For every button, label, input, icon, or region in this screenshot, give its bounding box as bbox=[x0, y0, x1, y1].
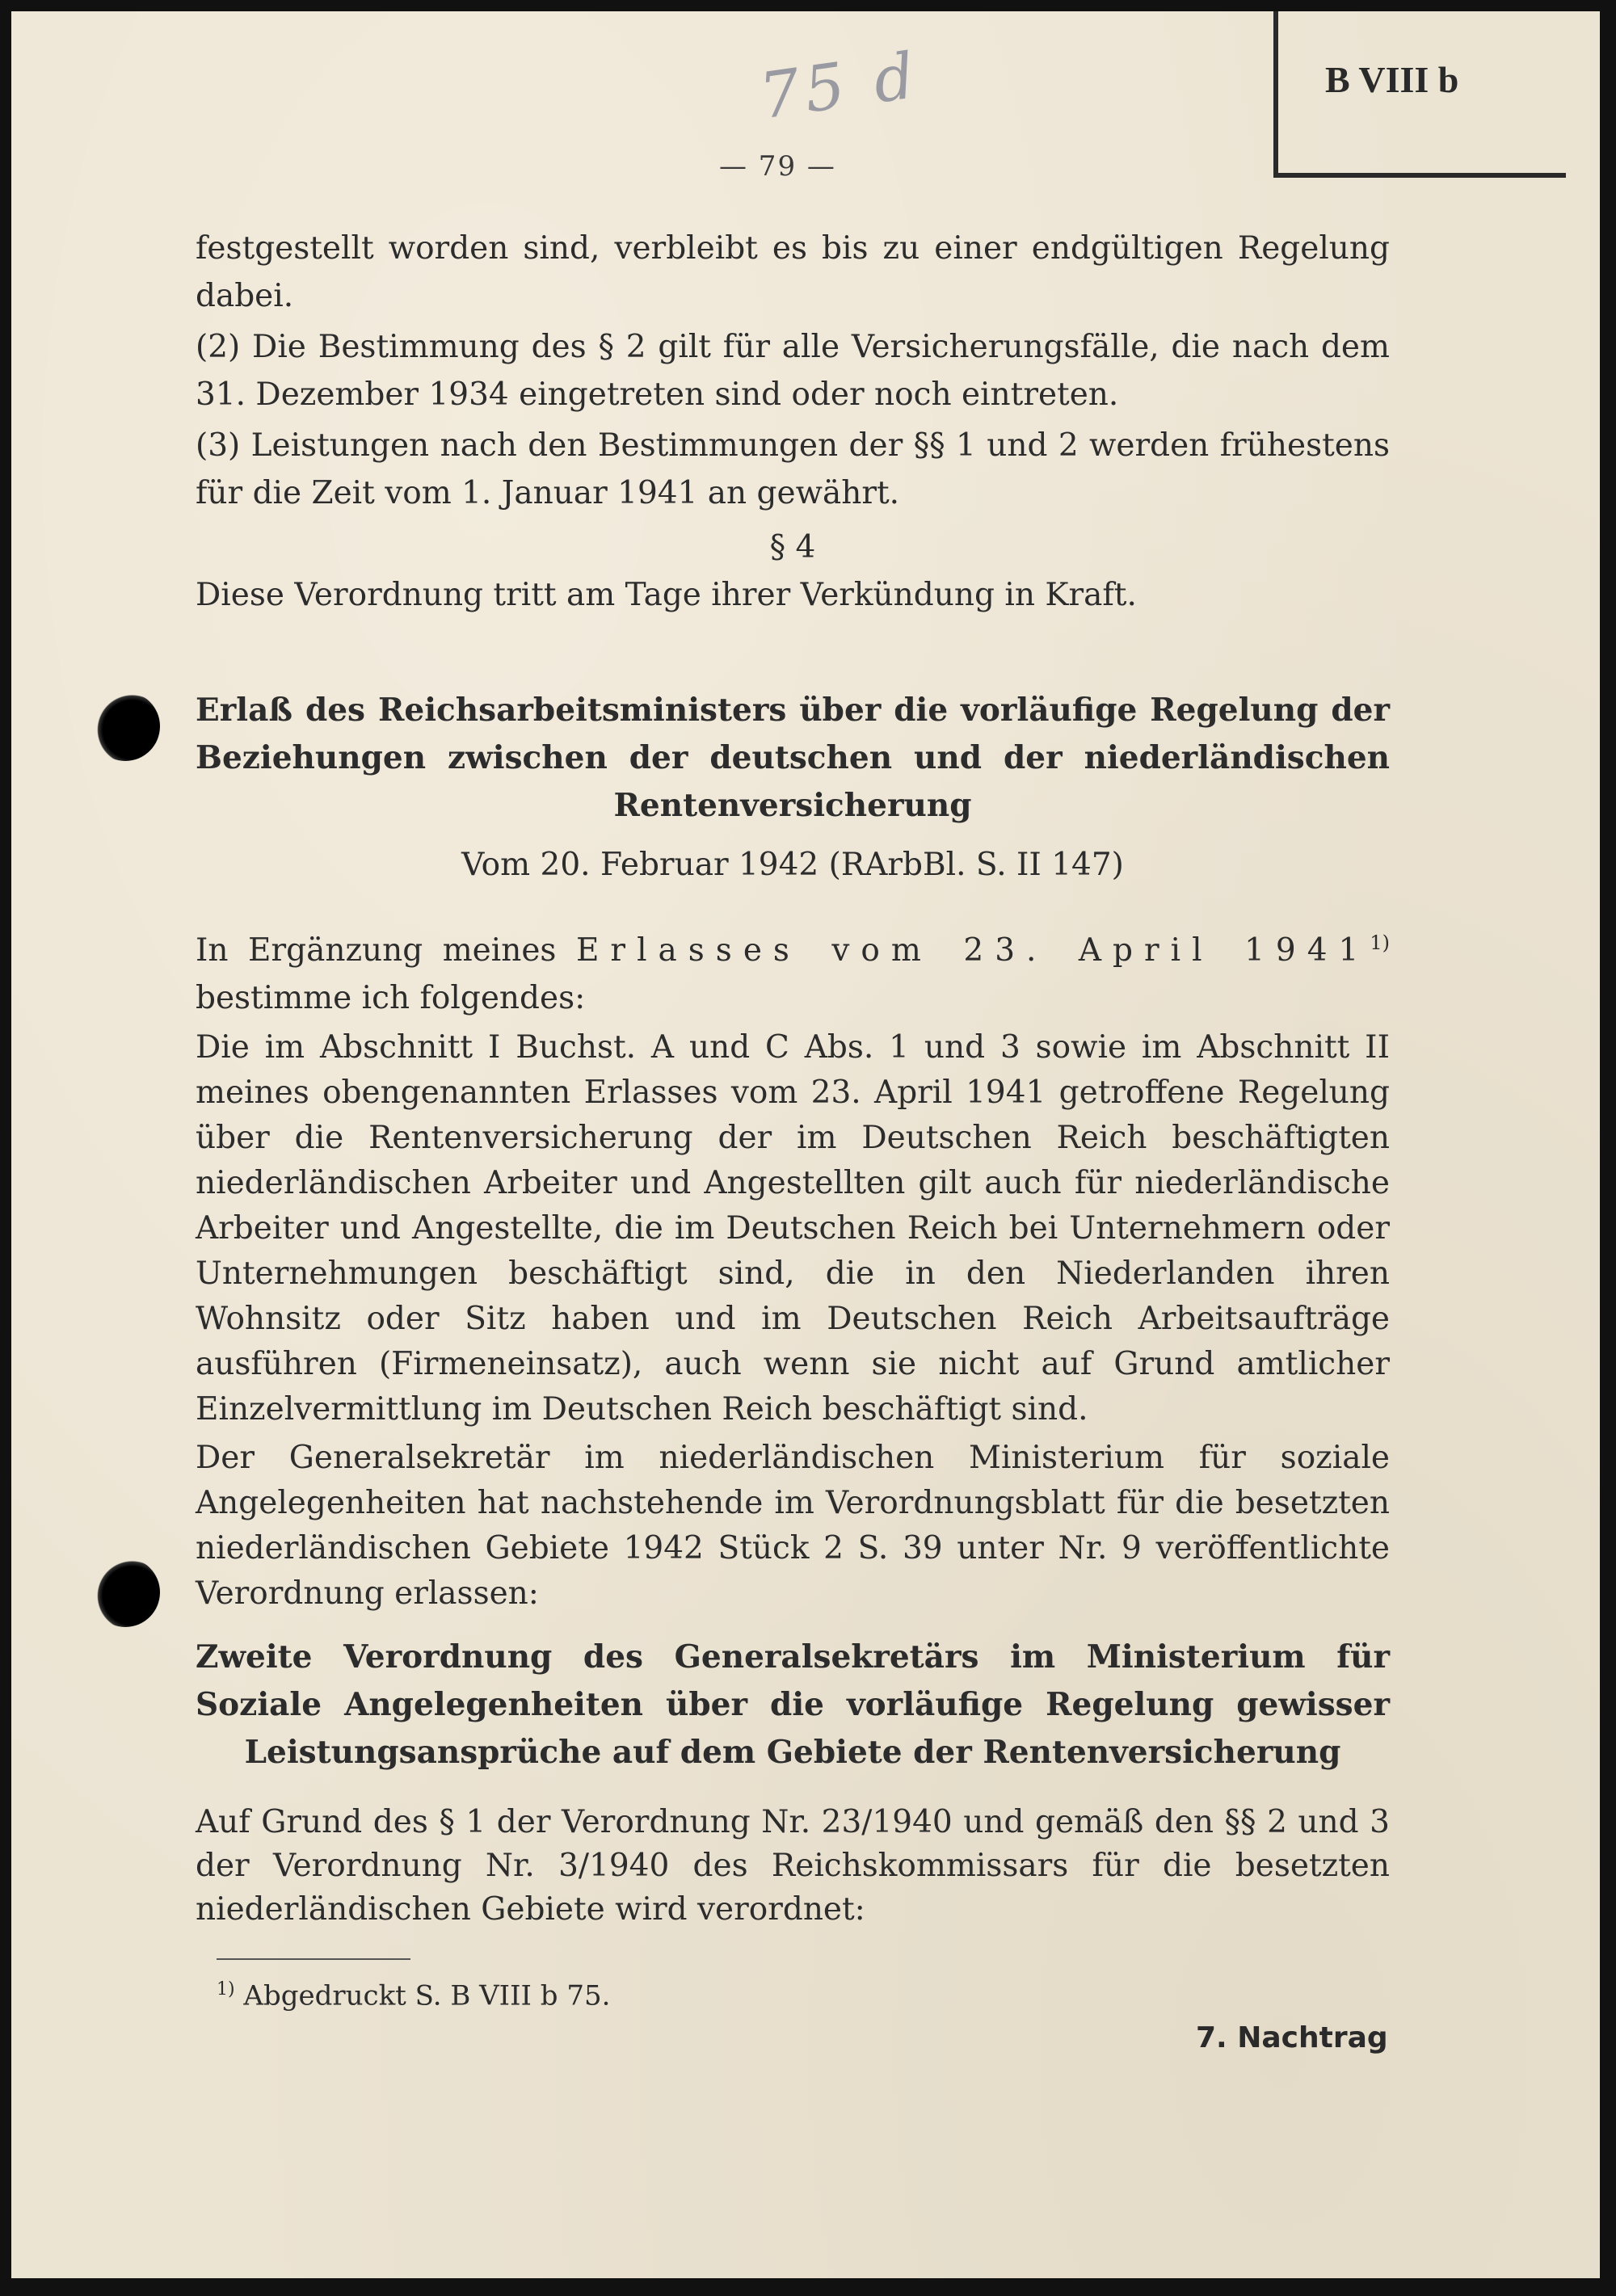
handwritten-note: 75 d bbox=[755, 39, 924, 134]
footnote-ref: 1) bbox=[1370, 931, 1390, 954]
section-1 bbox=[196, 225, 1390, 619]
ordinance-title: Zweite Verordnung des Generalsekretärs im Ministerium für Soziale Angelegenheiten über die vorläufige Regelung gewisser Leistungsansprüche auf dem Gebiete der Rentenversicherung bbox=[196, 1638, 1390, 1771]
decree-body-1: Die im Abschnitt I Buchst. A und C Abs. 1 und 3 sowie im Abschnitt II meines obengenannten Erlasses vom 23. April 1941 getroffene Regelung über die Rentenversicherung der im Deutschen Reich beschäftigten niederländischen Arbeiter und Angestellten gilt auch für niederländische Arbeiter und Angestellte, die im Deutschen Reich bei Unternehmern oder Unternehmungen beschäftigt sind, die in den Niederlanden ihren Wohnsitz oder Sitz haben und im Deutschen Reich Arbeitsaufträge ausführen (Firmeneinsatz), auch wenn sie nicht auf Grund amtlicher Einzelvermittlung im Deutschen Reich beschäftigt sind. bbox=[196, 1029, 1390, 1428]
footnote-marker: 1) bbox=[217, 1979, 235, 2000]
punch-hole-bottom bbox=[90, 1558, 160, 1627]
paragraph-continuation: festgestellt worden sind, verbleibt es bis zu einer endgültigen Regelung dabei. bbox=[196, 230, 1390, 314]
footnote bbox=[217, 1979, 610, 2012]
intro-spaced: Erlasses vom 23. April 1941 bbox=[575, 932, 1370, 969]
decree-intro bbox=[196, 919, 1390, 1022]
section-2 bbox=[196, 687, 1390, 1617]
paragraph-2: (2) Die Bestimmung des § 2 gilt für alle Versicherungsfälle, die nach dem 31. Dezember 1934 eingetreten sind oder noch eintreten. bbox=[196, 329, 1390, 413]
decree-body-2: Der Generalsekretär im niederländischen Ministerium für soziale Angelegenheiten hat nachstehende im Verordnungsblatt für die besetzten niederländischen Gebiete 1942 Stück 2 S. 39 unter Nr. 9 veröffentlichte Verordnung erlassen: bbox=[196, 1440, 1390, 1612]
intro-after: bestimme ich folgendes: bbox=[196, 980, 586, 1016]
page-number: — 79 — bbox=[719, 150, 836, 183]
supplement-label: 7. Nachtrag bbox=[1196, 2021, 1388, 2054]
section-code: B VIII b bbox=[1325, 59, 1459, 100]
paragraph-3: (3) Leistungen nach den Bestimmungen der §§ 1 und 2 werden frühestens für die Zeit vom 1. Januar 1941 an gewährt. bbox=[196, 427, 1390, 511]
paragraph-4: Diese Verordnung tritt am Tage ihrer Verkündung in Kraft. bbox=[196, 577, 1137, 613]
footnote-text: Abgedruckt S. B VIII b 75. bbox=[243, 1979, 611, 2012]
decree-date: Vom 20. Februar 1942 (RArbBl. S. II 147) bbox=[461, 847, 1124, 883]
intro-before: In Ergänzung meines bbox=[196, 932, 557, 969]
ordinance-body: Auf Grund des § 1 der Verordnung Nr. 23/1940 und gemäß den §§ 2 und 3 der Verordnung Nr. 3/1940 des Reichskommissars für die besetzten niederländischen Gebiete wird verordnet: bbox=[196, 1804, 1390, 1928]
punch-hole-top bbox=[90, 692, 160, 761]
decree-title: Erlaß des Reichsarbeitsministers über die vorläufige Regelung der Beziehungen zwischen der deutschen und der niederländischen Rentenversicherung bbox=[196, 692, 1390, 824]
paragraph-sign: § 4 bbox=[769, 529, 816, 566]
section-3 bbox=[196, 1634, 1390, 1932]
footnote-divider bbox=[217, 1958, 410, 1960]
